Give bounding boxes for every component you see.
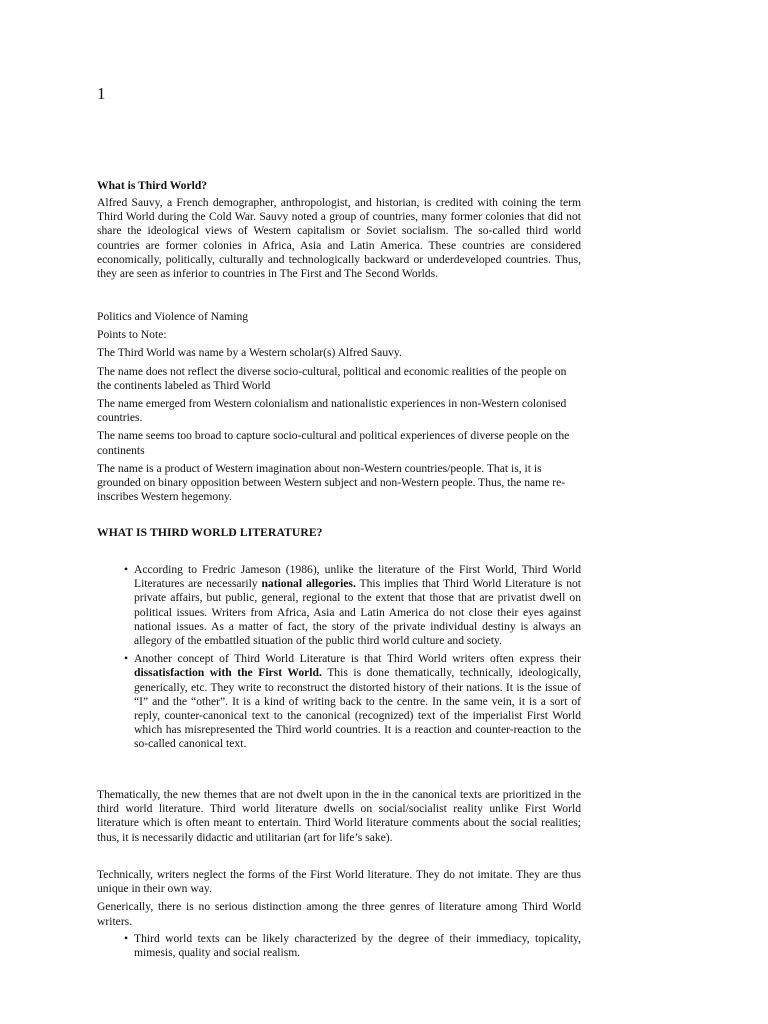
- section-paragraph: Alfred Sauvy, a French demographer, anthropologist, and historian, is credited with coining the term Third World during the Cold War. Sauvy noted a group of countries, many former colonies that did not share the ideological views of Western capitalism or Soviet socialism. The so-called third world countries are former colonies in Africa, Asia and Latin America. These countries are considered economically, politically, culturally and technologically backward or underdeveloped countries. Thus, they are seen as inferior to countries in The First and The Second Worlds.: [97, 196, 581, 281]
- section-thematically: [97, 788, 581, 845]
- section-subheading: Points to Note:: [97, 328, 167, 342]
- bullet-icon: •: [124, 563, 129, 576]
- section-heading: Politics and Violence of Naming: [97, 310, 249, 323]
- bold-term: dissatisfaction with the First World.: [134, 666, 322, 680]
- bold-term: national allegories.: [261, 577, 356, 591]
- page-number: 1: [97, 84, 106, 103]
- bullet-icon: •: [124, 932, 129, 945]
- point-item: The name seems too broad to capture socio-cultural and political experiences of diverse people on the continents: [97, 429, 570, 457]
- section-third-world-literature: [97, 526, 581, 540]
- section-paragraph: Generically, there is no serious distinction among the three genres of literature among Third World writers.: [97, 900, 581, 928]
- bullet-icon: •: [124, 652, 129, 666]
- point-item: The name emerged from Western colonialism and nationalistic experiences in non-Western colonised countries.: [97, 397, 567, 425]
- point-item: The Third World was name by a Western scholar(s) Alfred Sauvy.: [97, 346, 402, 360]
- section-politics-of-naming: [97, 310, 581, 508]
- section-heading: What is Third World?: [97, 179, 208, 192]
- section-paragraph: Technically, writers neglect the forms of the First World literature. They do not imitate. They are thus unique in their own way.: [97, 868, 581, 896]
- list-item: • Third world texts can be likely characterized by the degree of their immediacy, topicality, mimesis, quality and social realism.: [124, 932, 581, 960]
- section-paragraph: Thematically, the new themes that are not dwelt upon in the in the canonical texts are prioritized in the third world literature. Third world literature dwells on social/socialist reality unlike First World literature which is often meant to entertain. Third World literature comments about the social realities; thus, it is necessarily didactic and utilitarian (art for life’s sake).: [97, 788, 581, 844]
- genre-bullet-list: [116, 932, 581, 964]
- list-item: • According to Fredric Jameson (1986), unlike the literature of the First World, Third World Literatures are necessarily national allegories. This implies that Third World Literature is not private affairs, but public, general, regional to the extent that those that are privatist dwell on political issues. Writers from Africa, Asia and Latin America do not close their eyes against national issues. As a matter of fact, the story of the private individual destiny is always an allegory of the embattled situation of the public third world culture and society.: [124, 563, 582, 648]
- list-item: • Another concept of Third World Literature is that Third World writers often express their dissatisfaction with the First World. This is done thematically, technically, ideologically, generically, etc. They write to reconstruct the distorted history of their nations. It is the issue of “I” and the “other”. It is a kind of writing back to the centre. In the same vein, it is a sort of reply, counter-canonical text to the canonical (recognized) text of the imperialist First World which has misrepresented the Third world countries. It is a reaction and counter-reaction to the so-called canonical text.: [124, 652, 581, 751]
- point-item: The name is a product of Western imagination about non-Western countries/people. That is, it is grounded on binary opposition between Western subject and non-Western people. Thus, the name re-inscribes Western hegemony.: [97, 461, 566, 504]
- section-heading: WHAT IS THIRD WORLD LITERATURE?: [97, 526, 323, 539]
- section-technically: [97, 868, 581, 933]
- point-item: The name does not reflect the diverse socio-cultural, political and economic realities of the people on the continents labeled as Third World: [97, 364, 567, 392]
- section-what-is-third-world: [97, 179, 581, 281]
- literature-bullet-list: [116, 563, 581, 756]
